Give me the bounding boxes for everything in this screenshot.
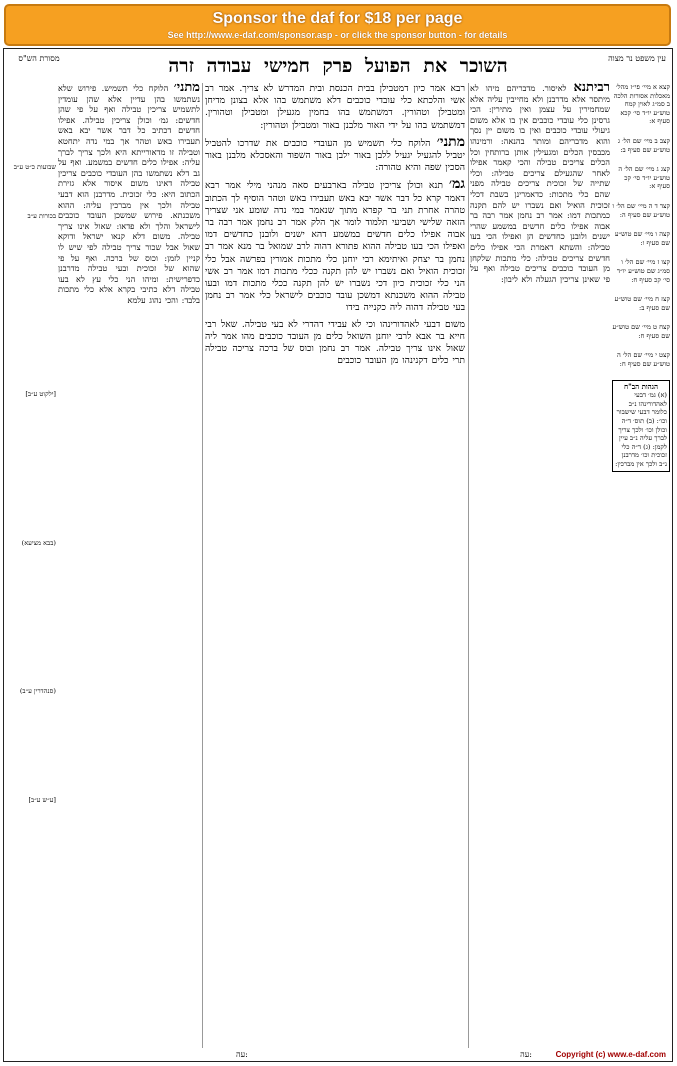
margin-note: קצג ג מיי׳ שם הל׳ ה טוש״ע יו״ד סי׳ קכ סעיף א: xyxy=(618,165,670,191)
margin-note: [ע״ש ע״ב] xyxy=(28,795,56,804)
talmud-page xyxy=(3,48,673,1062)
margin-note: [ילקוט ע״ב] xyxy=(25,390,56,399)
sponsor-subtitle[interactable]: See http://www.e-daf.com/sponsor.asp - or click the sponsor button - for details xyxy=(167,30,508,40)
margin-note: קצב ב מיי׳ שם הל׳ ג טוש״ע שם סעיף ב: xyxy=(617,136,670,154)
column-divider xyxy=(468,83,469,1048)
page-title: השוכר את הפועל פרק חמישי עבודה זרה xyxy=(168,55,508,77)
margin-note: (בבא מציעא) xyxy=(21,538,56,547)
margin-note: קצח ט מיי׳ שם טוש״ע שם סעיף ח: xyxy=(612,323,670,340)
sponsor-title[interactable]: Sponsor the daf for $18 per page xyxy=(212,10,463,27)
margin-note: שבועות כ״ט ע״ב xyxy=(13,163,56,171)
gemara-block xyxy=(205,178,465,314)
margin-note: קצט י מיי׳ שם הל׳ ה טוש״ע שם סעיף ח: xyxy=(616,351,670,369)
ein-mishpat-label: עין משפט נר מצוה xyxy=(608,54,666,63)
gemara-text: תנא וכולן צריכין טבילה בארבעים סאה מנהני מילי אמר רבא דאמר קרא כל דבר אשר יבא באש תעבירו באש וטהר הוסיף לך הכתוב טהרה אחרת תני בר קפרא מתוך שנאמר במי נדה שומע אני שצריך הזאה שלישי ושביעי תלמוד לומר אך הלק אמר רב נחמן אמר רבה בר אבוה אפילו כלים חדשים במשמע דהא ישנים ולובנן כחדשים דמו ואפילו הכי בעו טבילה ההוא פתורא דהוה לרב שמואל בר מנא אמר רב נחמן בר יצחק ואיתימא רבי יוחנן כלי מתכות אמורין בפרשה אבל כלי זכוכית הואיל ואם נשברו יש להן תקנה ככלי מתכות דמו אמר רב אשי הני כלי זכוכית כיון דכי נשברו יש להן תקנה ככלי מתכות דמו ובעו טבילה ההוא משכנתא דמשכן עובד כוכבים לישראל כלי אמר רב נחמן בעי טבילה דהוה ליה כקנייה בידו xyxy=(205,180,465,314)
margin-note: קצא א מיי׳ פי״ז מהל׳ מאכלות אסורות הלכה ב סמ״ג לאוין קמח טוש״ע יו״ד סי׳ קכא סעיף א: xyxy=(613,83,670,126)
hagahot-title: הגהות הב"ח xyxy=(623,381,659,391)
rashi-text: לאיסור. מדבריהם מיהו לא מיתסר אלא מדרבנן ולא מחייבין עליה אלא שמחמירין על עצמן ואין מתירין: הכי גרסינן כלי עובדי כוכבים אין בו אלא משום גיעולי עובדי כוכבים ואין בו משום יין נסך והוא מדבריהם ומותר בהנאה: ורמינהו מכבסין הכלים ומגעילין אותן ברותחין וכל הכלים צריכים טבילה והכי קאמר אפילו לאחר שהגעילם צריכים טבילה: וכלי שתייה של זכוכית צריכים טבילה מפני שהם כלי מתכות: כדאמרינן בשבת דכלי זכוכית הואיל ואם נשברו יש להם תקנה כמתכות דמו: אמר רב נחמן אמר רבה בר אבוה אפילו כלים חדשים במשמע שהרי ישנים ולובנן כחדשים הן ואפילו הכי בעו טבילה: והשתא דאמרת הכי אפילו כלים חדשים צריכים טבילה: כלי מתכות שלקחן מן העובד כוכבים צריכים טבילה ואף על פי שאינן צריכין הגעלה ולא ליבון: xyxy=(470,83,610,284)
hagahot-text: (א) גמ׳ דבעי לאהדורינהו נ״ב כלומר דבעי שישבור וכו׳: (ב) תוס׳ ד״ה וכולן וכו׳ ולכך צריך לברך עליה נ״ב עיין לקמן: (ג) ד״ה כלי זכוכית וכו׳ מדרבנן נ״ב ולכך אין מברכין: xyxy=(615,391,667,468)
mishna-text: הלוקח כלי תשמיש מן העובדי כוכבים את שדרכו להטביל יטביל להגעיל יגעיל ללבן באור ילבן באור השפוד והאסכלא מלבנן באור הסכין שפה והיא טהורה: xyxy=(205,137,465,174)
hagahot-box xyxy=(612,380,670,472)
page-number: עה: xyxy=(236,1050,248,1059)
mishna-block xyxy=(205,133,465,175)
gemara-column xyxy=(205,83,465,1053)
column-divider xyxy=(202,83,203,1048)
sponsor-banner[interactable] xyxy=(4,4,671,46)
mesoret-hashas-label: מסורת הש"ס xyxy=(18,54,60,63)
margin-note: קצו ז מיי׳ שם הל׳ ו סמ״ג שם טוש״ע יו״ד סי׳ קכ סעיף ח: xyxy=(616,258,670,284)
copyright-link[interactable]: Copyright (c) www.e-daf.com xyxy=(555,1050,666,1059)
margin-note: קצד ד ה מיי׳ שם הל׳ ו טוש״ע שם סעיף ה: xyxy=(612,201,670,219)
margin-note: (סנהדרין ע״ב) xyxy=(19,687,56,696)
tosafot-text: הלוקח כלי תשמיש. פירוש שלא נשתמשו בהן עדיין אלא שהן עומדין לתשמיש צריכין טבילה ואף על פי שהן חדשים: גמ׳ וכולן צריכין טבילה. אפילו חדשים דכתיב כל דבר אשר יבא באש תעבירו באש וטהר אך במי נדה יתחטא וטבילה זו מדאורייתא היא ולכך צריך לברך עליה: אפילו כלים חדשים במשמע. ואף על גב דלא נשתמשו בהן העובדי כוכבים צריכין טבילה דאינו משום איסור אלא גזירת הכתוב היא: כלי זכוכית. מדרבנן הוא דבעי טבילה ולכך אין מברכין עליה: ההוא משכנתא. פירוש שמשכן העובד כוכבים לישראל והלך ולא פדאו: שאול אינו צריך טבילה. משום דלא קנאו ישראל ודוקא שאול אבל שכור צריך טבילה לפי שיש לו קניין לזמן: וכוס של ברכה. ואף על פי שהוא של זכוכית ובעי טבילה מדרבנן כדפרישית: ומיהו הני כלי עץ לא בעו טבילה דלא כתיבי בקרא אלא כלי מתכות בלבד: והכי נהוג עלמא xyxy=(58,83,200,305)
rashi-column xyxy=(470,83,610,1053)
gemara-text: רבא אמר כיון דמטבילן בבית הכנסת ובית המדרש לא צריך. אמר רב אשי והלכתא כלי עובדי כוכבים דלא משתמש בהו אלא בצונן מדיחן ומטבילן וטהורין. דמשתמש בהו בחמין מגעילן ומטבילן וטהורין. דמשתמש בהו על ידי האור מלבנן באור ומטבילן וטהורין: xyxy=(205,83,465,131)
margin-note: קצז ח מיי׳ שם טוש״ע שם סעיף ב: xyxy=(614,295,670,312)
ein-mishpat-margin xyxy=(612,83,670,1043)
mesoret-hashas-margin xyxy=(6,83,56,1043)
gemara-label: גמ׳ xyxy=(448,176,465,193)
tosafot-dibur: מתני׳ xyxy=(173,83,200,95)
margin-note: קצה ו מיי׳ שם טוש״ע שם סעיף ו: xyxy=(614,230,670,247)
mishna-label: מתני׳ xyxy=(436,133,465,150)
tosafot-column xyxy=(58,83,200,1053)
gemara-text: משום דבעי לאהדורינהו וכי לא עבידי דהדרי לא בעי טבילה. שאל רבי חייא בר אבא לרבי יוחנן השואל כלים מן העובד כוכבים מהו אמר ליה שאול אינו צריך טבילה. אמר רב נחמן וכוס של ברכה צריכה טבילה תרי כלים דקנינהו מן העובד כוכבים xyxy=(205,318,465,367)
page-number: עה: xyxy=(520,1050,532,1059)
page-header xyxy=(4,51,672,81)
rashi-dibur: רביתנא xyxy=(573,83,610,95)
margin-note: בכורות ע״ב xyxy=(27,211,56,220)
